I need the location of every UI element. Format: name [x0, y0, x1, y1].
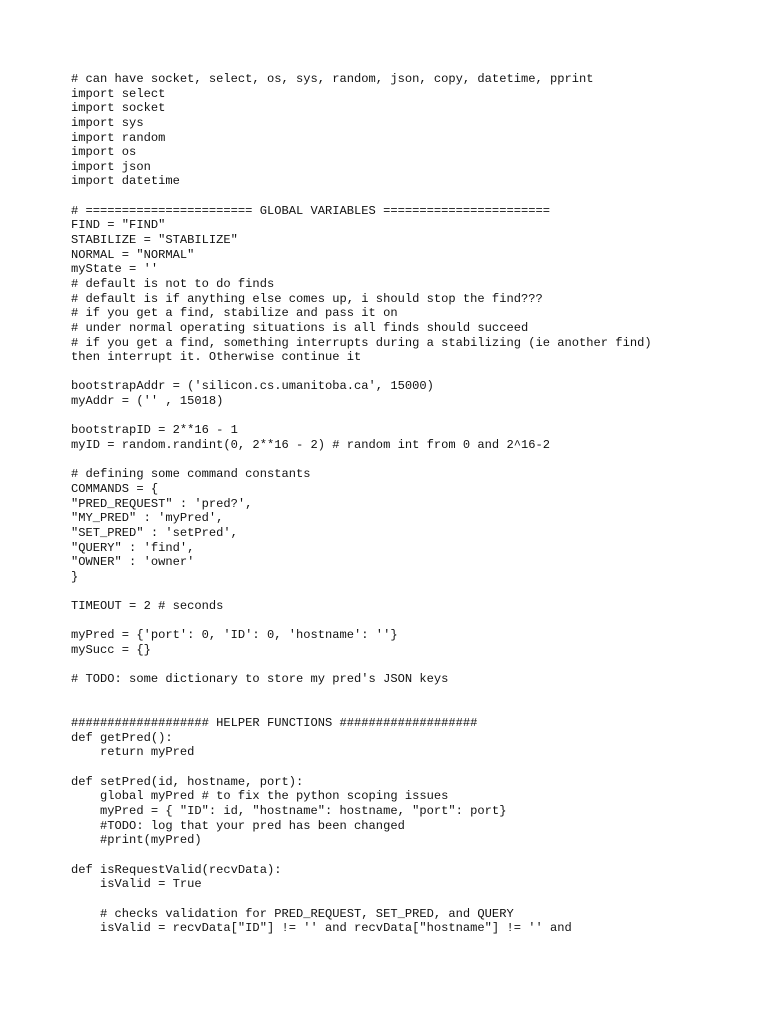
- code-line: myState = '': [71, 262, 159, 277]
- code-line: return myPred: [71, 745, 195, 760]
- code-line: "PRED_REQUEST" : 'pred?',: [71, 496, 253, 511]
- code-line: TIMEOUT = 2 # seconds: [71, 599, 224, 614]
- code-line: # TODO: some dictionary to store my pred's JSON keys: [71, 672, 449, 687]
- code-line: [71, 614, 751, 629]
- code-line: [71, 892, 751, 907]
- code-line: [71, 702, 751, 717]
- code-line: [71, 658, 751, 673]
- code-line: myPred = {'port': 0, 'ID': 0, 'hostname': ''}: [71, 628, 398, 643]
- code-line: "MY_PRED" : 'myPred',: [71, 511, 224, 526]
- code-line: # if you get a find, something interrupts during a stabilizing (ie another find): [71, 335, 652, 350]
- code-line: [71, 760, 751, 775]
- code-line: # can have socket, select, os, sys, random, json, copy, datetime, pprint: [71, 72, 594, 86]
- code-line: myAddr = ('' , 15018): [71, 394, 224, 409]
- code-line: NORMAL = "NORMAL": [71, 247, 195, 262]
- code-line: isValid = True: [71, 877, 202, 892]
- code-line: # default is if anything else comes up, i should stop the find???: [71, 291, 543, 306]
- code-line: # if you get a find, stabilize and pass it on: [71, 306, 398, 321]
- code-line: # checks validation for PRED_REQUEST, SET_PRED, and QUERY: [71, 906, 514, 921]
- code-line: import datetime: [71, 174, 180, 189]
- code-line: import socket: [71, 101, 166, 116]
- code-line: [71, 453, 751, 468]
- code-line: myPred = { "ID": id, "hostname": hostname, "port": port}: [71, 804, 507, 819]
- code-line: isValid = recvData["ID"] != '' and recvData["hostname"] != '' and: [71, 921, 572, 936]
- code-line: "QUERY" : 'find',: [71, 540, 195, 555]
- code-line: [71, 584, 751, 599]
- code-line: import random: [71, 130, 166, 145]
- code-line: "OWNER" : 'owner': [71, 555, 195, 570]
- code-line: def setPred(id, hostname, port):: [71, 774, 304, 789]
- code-line: [71, 365, 751, 380]
- code-line: def getPred():: [71, 730, 173, 745]
- code-line: global myPred # to fix the python scoping issues: [71, 789, 449, 804]
- code-line: # ======================= GLOBAL VARIABLES =======================: [71, 203, 550, 218]
- code-line: # under normal operating situations is all finds should succeed: [71, 320, 529, 335]
- code-line: import select: [71, 86, 166, 101]
- code-line: "SET_PRED" : 'setPred',: [71, 525, 238, 540]
- code-line: # defining some command constants: [71, 467, 311, 482]
- code-line: import os: [71, 145, 137, 160]
- code-line: import json: [71, 159, 151, 174]
- code-line: ################### HELPER FUNCTIONS ###################: [71, 716, 478, 731]
- code-line: }: [71, 569, 79, 584]
- code-line: bootstrapID = 2**16 - 1: [71, 423, 238, 438]
- code-line: [71, 409, 751, 424]
- code-line: #TODO: log that your pred has been changed: [71, 818, 405, 833]
- code-line: # default is not to do finds: [71, 276, 275, 291]
- code-line: then interrupt it. Otherwise continue it: [71, 350, 362, 365]
- code-line: [71, 848, 751, 863]
- code-line: mySucc = {}: [71, 642, 151, 657]
- code-line: myID = random.randint(0, 2**16 - 2) # random int from 0 and 2^16-2: [71, 438, 550, 453]
- code-line: FIND = "FIND": [71, 218, 166, 233]
- code-line: COMMANDS = {: [71, 481, 159, 496]
- code-line: def isRequestValid(recvData):: [71, 862, 282, 877]
- code-line: [71, 687, 751, 702]
- code-line: bootstrapAddr = ('silicon.cs.umanitoba.ca', 15000): [71, 379, 434, 394]
- code-line: import sys: [71, 115, 144, 130]
- code-line: [71, 189, 751, 204]
- code-line: #print(myPred): [71, 833, 202, 848]
- code-line: STABILIZE = "STABILIZE": [71, 233, 238, 248]
- source-code-listing: [71, 72, 751, 936]
